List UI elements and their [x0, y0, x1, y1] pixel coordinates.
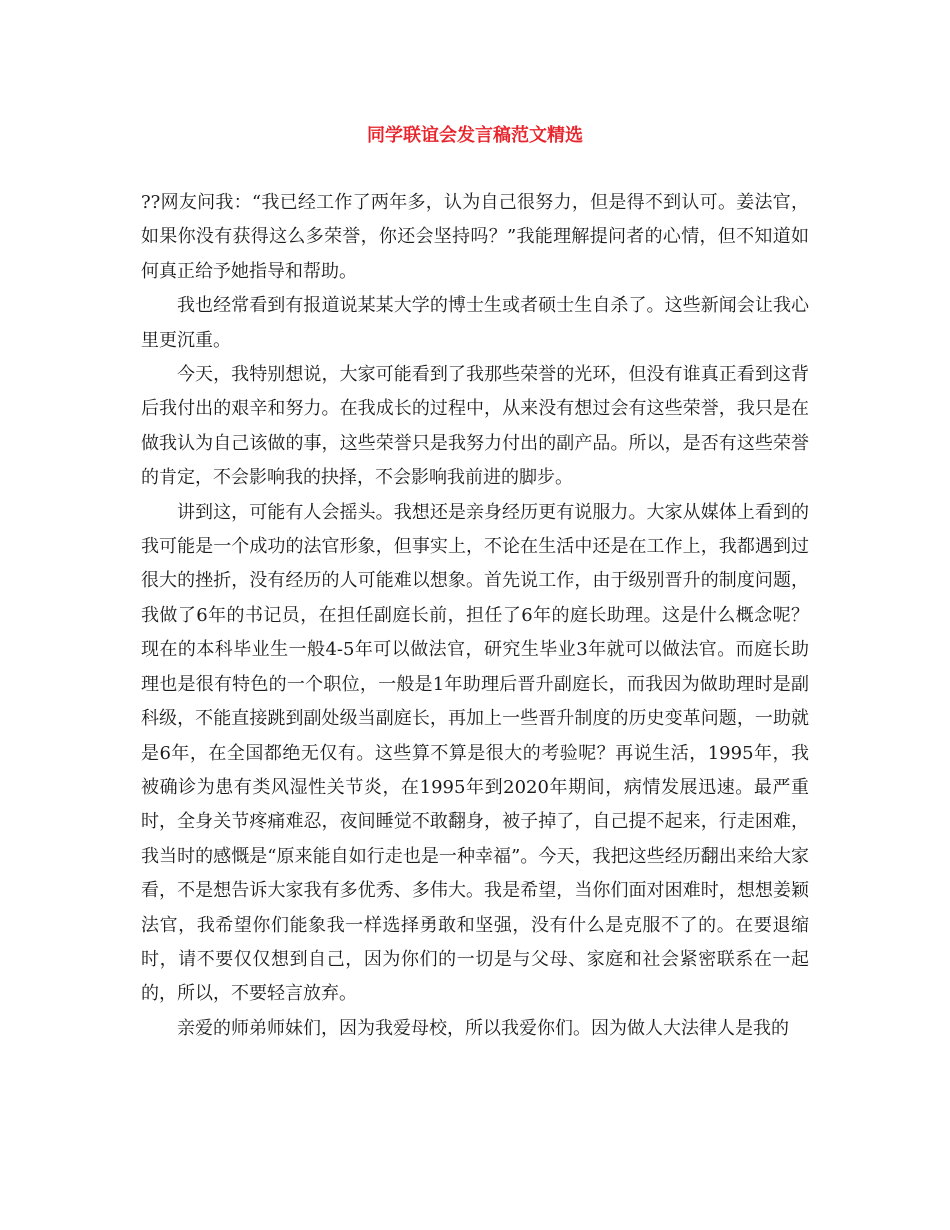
paragraph-1: ??网友问我：“我已经工作了两年多，认为自己很努力，但是得不到认可。姜法官，如果你没有获得这么多荣誉，你还会坚持吗？”我能理解提问者的心情，但不知道如何真正给予她指导和帮助。: [141, 192, 809, 282]
document-body: [141, 186, 809, 1046]
document-title: 同学联谊会发言稿范文精选: [367, 125, 583, 146]
paragraph-3: 今天，我特别想说，大家可能看到了我那些荣誉的光环，但没有谁真正看到这背后我付出的艰辛和努力。在我成长的过程中，从来没有想过会有这些荣誉，我只是在做我认为自己该做的事，这些荣誉只是我努力付出的副产品。所以，是否有这些荣誉的肯定，不会影响我的抉择，不会影响我前进的脚步。: [141, 364, 809, 489]
paragraph-4: 讲到这，可能有人会摇头。我想还是亲身经历更有说服力。大家从媒体上看到的我可能是一个成功的法官形象，但事实上，不论在生活中还是在工作上，我都遇到过很大的挫折，没有经历的人可能难以想象。首先说工作，由于级别晋升的制度问题，我做了6年的书记员，在担任副庭长前，担任了6年的庭长助理。这是什么概念呢？现在的本科毕业生一般4-5年可以做法官，研究生毕业3年就可以做法官。而庭长助理也是很有特色的一个职位，一般是1年助理后晋升副庭长，而我因为做助理时是副科级，不能直接跳到副处级当副庭长，再加上一些晋升制度的历史变革问题，一助就是6年，在全国都绝无仅有。这些算不算是很大的考验呢？再说生活，1995年，我被确诊为患有类风湿性关节炎，在1995年到2020年期间，病情发展迅速。最严重时，全身关节疼痛难忍，夜间睡觉不敢翻身，被子掉了，自己提不起来，行走困难，我当时的感慨是“原来能自如行走也是一种幸福”。今天，我把这些经历翻出来给大家看，不是想告诉大家我有多优秀、多伟大。我是希望，当你们面对困难时，想想姜颖法官，我希望你们能象我一样选择勇敢和坚强，没有什么是克服不了的。在要退缩时，请不要仅仅想到自己，因为你们的一切是与父母、家庭和社会紧密联系在一起的，所以，不要轻言放弃。: [141, 501, 809, 1005]
paragraph-2: 我也经常看到有报道说某某大学的博士生或者硕士生自杀了。这些新闻会让我心里更沉重。: [141, 295, 809, 351]
paragraph-5: 亲爱的师弟师妹们，因为我爱母校，所以我爱你们。因为做人大法律人是我的: [177, 1017, 789, 1039]
